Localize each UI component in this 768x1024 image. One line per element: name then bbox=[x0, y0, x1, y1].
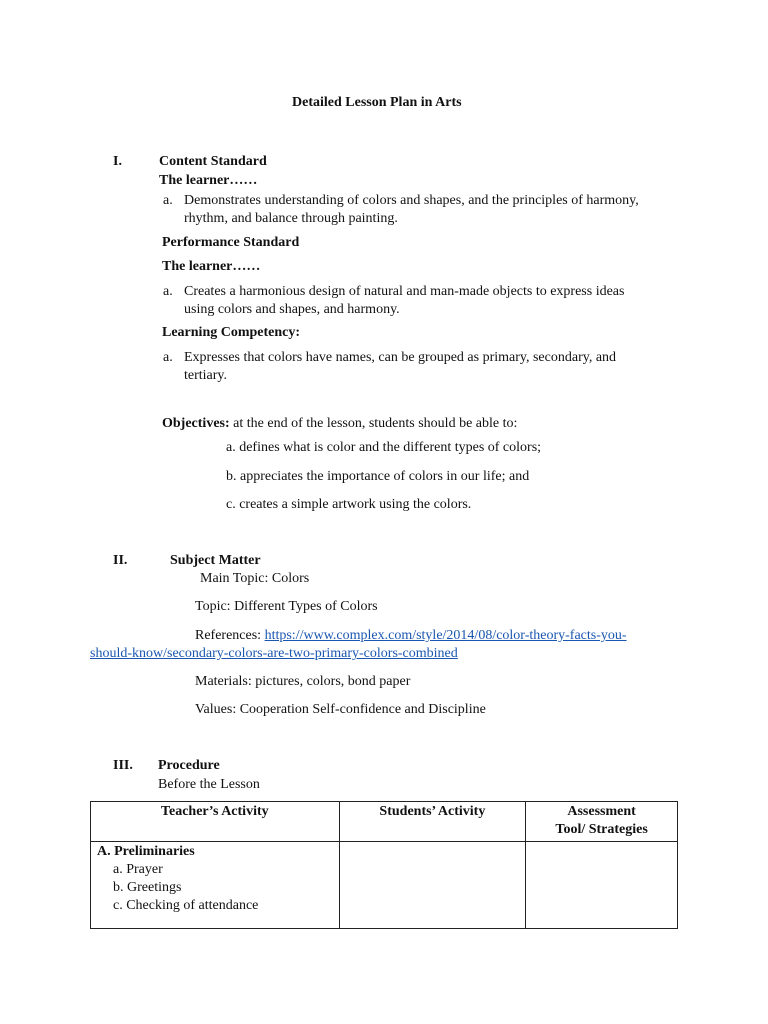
table-row bbox=[91, 842, 678, 929]
assessment-header-line1: Assessment bbox=[567, 804, 636, 819]
assessment-cell bbox=[526, 842, 678, 929]
section-numeral-1: I. bbox=[113, 154, 122, 169]
values: Values: Cooperation Self-confidence and Discipline bbox=[195, 702, 486, 717]
section-numeral-3: III. bbox=[113, 758, 133, 773]
objective-item: b. appreciates the importance of colors in our life; and bbox=[226, 469, 530, 484]
assessment-header-line2: Tool/ Strategies bbox=[555, 822, 648, 837]
procedure-heading: Procedure bbox=[158, 758, 220, 773]
objective-item: a. defines what is color and the different types of colors; bbox=[226, 440, 542, 455]
objectives-intro: at the end of the lesson, students should be able to: bbox=[233, 416, 518, 431]
performance-standard-item-line2: using colors and shapes, and harmony. bbox=[184, 302, 400, 317]
objective-item: c. creates a simple artwork using the colors. bbox=[226, 497, 472, 512]
teacher-activity-cell bbox=[91, 842, 340, 929]
students-activity-cell bbox=[339, 842, 526, 929]
content-standard-item-line2: rhythm, and balance through painting. bbox=[184, 211, 398, 226]
preliminaries-item: b. Greetings bbox=[113, 880, 182, 895]
performance-standard-item-marker: a. bbox=[163, 284, 173, 299]
document-title: Detailed Lesson Plan in Arts bbox=[292, 95, 462, 110]
objectives-line bbox=[162, 415, 517, 433]
learning-competency-item-line2: tertiary. bbox=[184, 368, 228, 383]
learning-competency-item-line1: Expresses that colors have names, can be grouped as primary, secondary, and bbox=[184, 350, 617, 365]
main-topic: Main Topic: Colors bbox=[200, 571, 310, 586]
performance-standard-learner: The learner…… bbox=[162, 259, 261, 274]
table-header-row bbox=[91, 802, 678, 842]
references-line1 bbox=[195, 627, 627, 645]
references-link[interactable]: https://www.complex.com/style/2014/08/color-theory-facts-you- bbox=[264, 628, 627, 643]
content-standard-item-marker: a. bbox=[163, 193, 173, 208]
before-the-lesson: Before the Lesson bbox=[158, 777, 260, 792]
assessment-header bbox=[526, 802, 678, 842]
content-standard-learner: The learner…… bbox=[159, 173, 258, 188]
preliminaries-item: a. Prayer bbox=[113, 862, 163, 877]
students-activity-header bbox=[339, 802, 526, 842]
teacher-activity-header-text: Teacher’s Activity bbox=[160, 804, 269, 819]
performance-standard-item-line1: Creates a harmonious design of natural and man-made objects to express ideas bbox=[184, 284, 625, 299]
learning-competency-item-marker: a. bbox=[163, 350, 173, 365]
section-numeral-2: II. bbox=[113, 553, 128, 568]
objectives-label: Objectives: bbox=[162, 416, 230, 431]
subject-matter-heading: Subject Matter bbox=[170, 553, 261, 568]
content-standard-heading: Content Standard bbox=[159, 154, 267, 169]
procedure-table bbox=[90, 801, 678, 929]
references-label: References: bbox=[195, 628, 262, 643]
content-standard-item-line1: Demonstrates understanding of colors and shapes, and the principles of harmony, bbox=[184, 193, 639, 208]
preliminaries-heading: A. Preliminaries bbox=[97, 844, 195, 859]
references-line2 bbox=[90, 645, 458, 663]
performance-standard-heading: Performance Standard bbox=[162, 235, 300, 250]
materials: Materials: pictures, colors, bond paper bbox=[195, 674, 411, 689]
students-activity-header-text: Students’ Activity bbox=[379, 804, 486, 819]
learning-competency-heading: Learning Competency: bbox=[162, 325, 301, 340]
references-link-continued[interactable]: should-know/secondary-colors-are-two-primary-colors-combined bbox=[90, 646, 458, 661]
topic: Topic: Different Types of Colors bbox=[195, 599, 378, 614]
teacher-activity-header bbox=[91, 802, 340, 842]
preliminaries-item: c. Checking of attendance bbox=[113, 898, 259, 913]
